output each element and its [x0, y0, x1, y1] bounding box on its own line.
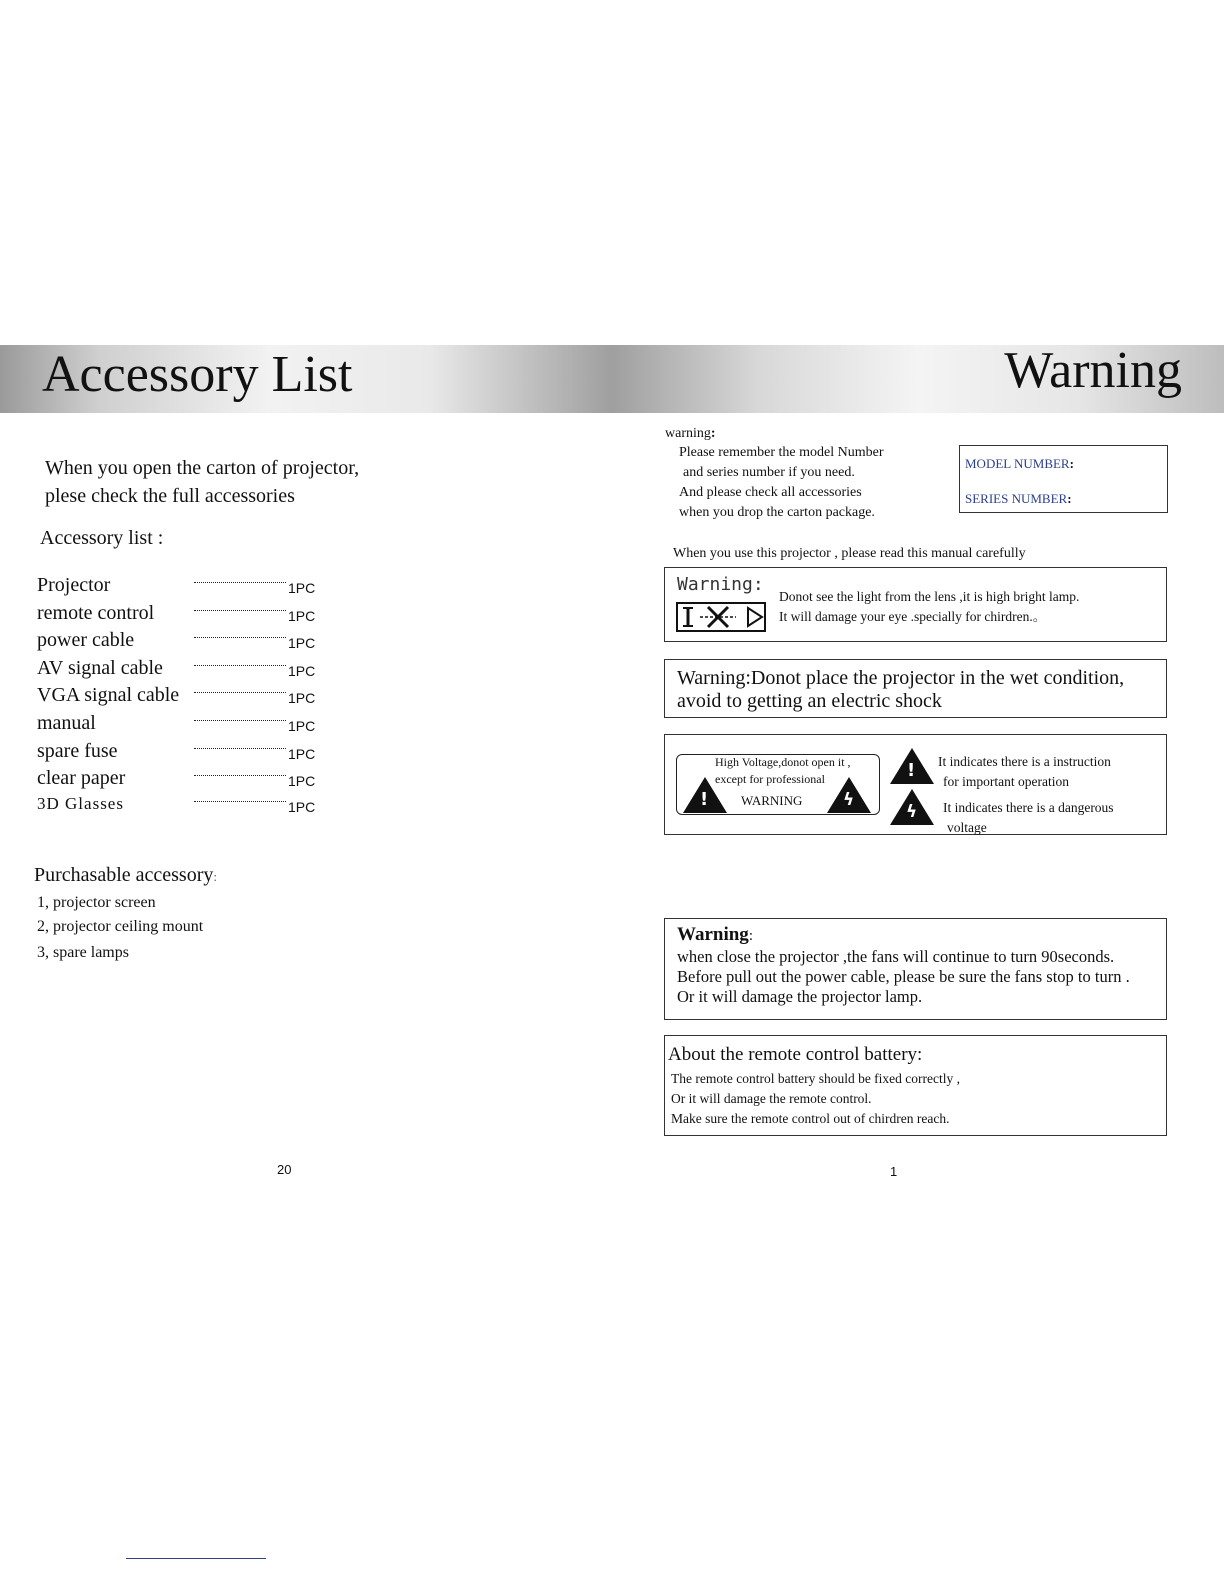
dot-leader	[194, 637, 286, 638]
note-line-2: and series number if you need.	[683, 465, 855, 480]
note-line-4: when you drop the carton package.	[679, 505, 875, 520]
intro-line-1: When you open the carton of projector,	[45, 457, 360, 479]
accessory-list-title: Accessory List	[42, 346, 353, 403]
read-manual-note: When you use this projector , please read this manual carefully	[673, 546, 1026, 561]
accessory-quantity: 1PC	[288, 635, 316, 651]
instruction-glyph-icon: !	[907, 760, 916, 781]
model-series-box	[959, 445, 1168, 513]
voltage-warning-box	[664, 734, 1167, 835]
accessory-row	[37, 683, 327, 711]
accessory-quantity: 1PC	[288, 718, 316, 734]
lightning-glyph-icon: ϟ	[843, 790, 855, 810]
dot-leader	[194, 748, 286, 749]
dot-leader	[194, 720, 286, 721]
intro-text	[45, 454, 359, 510]
warning-title: Warning	[1004, 342, 1182, 399]
purchasable-heading: Purchasable accessory:	[34, 864, 217, 886]
accessory-row	[37, 573, 327, 601]
accessory-quantity: 1PC	[288, 690, 316, 706]
accessory-name: 3D Glasses	[37, 794, 124, 813]
lens-warning-box	[664, 567, 1167, 642]
left-page-number: 20	[277, 1162, 292, 1177]
fan-warning-box	[664, 918, 1167, 1020]
accessory-quantity: 1PC	[288, 663, 316, 679]
high-voltage-text-1: High Voltage,donot open it ,	[715, 755, 851, 769]
model-number-label: MODEL NUMBER:	[965, 456, 1074, 471]
battery-line-1: The remote control battery should be fixed correctly ,	[671, 1071, 961, 1086]
accessory-quantity: 1PC	[288, 799, 316, 815]
accessory-name: AV signal cable	[37, 657, 163, 679]
series-number-label: SERIES NUMBER:	[965, 491, 1072, 506]
battery-title: About the remote control battery:	[668, 1044, 923, 1065]
accessory-row	[37, 628, 327, 656]
fan-warning-line-1: when close the projector ,the fans will continue to turn 90seconds.	[677, 947, 1115, 966]
no-look-into-lens-icon	[676, 602, 766, 632]
lens-warning-line-2: It will damage your eye .specially for chirdren.。	[779, 609, 1047, 624]
accessory-row	[37, 656, 327, 684]
intro-line-2: plese check the full accessories	[45, 485, 295, 507]
accessory-name: Projector	[37, 574, 111, 596]
accessory-list-heading: Accessory list :	[40, 527, 164, 549]
fan-warning-line-2: Before pull out the power cable, please be sure the fans stop to turn .	[677, 967, 1130, 986]
dot-leader	[194, 801, 286, 802]
lens-warning-line-1: Donot see the light from the lens ,it is high bright lamp.	[779, 589, 1080, 604]
accessory-row	[37, 792, 327, 820]
accessory-quantity: 1PC	[288, 773, 316, 789]
exclamation-glyph-icon: !	[700, 789, 709, 810]
danger-line-2: voltage	[947, 820, 987, 835]
accessory-name: VGA signal cable	[37, 684, 180, 706]
dot-leader	[194, 582, 286, 583]
battery-box	[664, 1035, 1167, 1136]
fan-warning-title: Warning:	[677, 924, 753, 945]
instruction-line-1: It indicates there is a instruction	[938, 754, 1111, 769]
battery-line-3: Make sure the remote control out of chirdren reach.	[671, 1111, 950, 1126]
wet-warning-line-1: Warning:Donot place the projector in the wet condition,	[677, 667, 1125, 689]
accessory-row	[37, 766, 327, 794]
high-voltage-text-2: except for professional	[715, 772, 825, 786]
dot-leader	[194, 692, 286, 693]
accessory-name: clear paper	[37, 767, 126, 789]
note-line-3: And please check all accessories	[679, 485, 862, 500]
purchasable-item-3: 3, spare lamps	[37, 944, 129, 961]
lens-warning-title: Warning:	[677, 574, 764, 595]
note-line-1: Please remember the model Number	[679, 445, 884, 460]
accessory-row	[37, 601, 327, 629]
dot-leader	[194, 775, 286, 776]
purchasable-item-1: 1, projector screen	[37, 894, 156, 911]
wet-warning-box	[664, 659, 1167, 718]
fan-warning-line-3: Or it will damage the projector lamp.	[677, 987, 923, 1006]
footer-rule	[126, 1558, 266, 1559]
accessory-row	[37, 711, 327, 739]
right-page-number: 1	[890, 1164, 898, 1179]
accessory-row	[37, 739, 327, 767]
instruction-line-2: for important operation	[943, 774, 1069, 789]
dot-leader	[194, 610, 286, 611]
battery-line-2: Or it will damage the remote control.	[671, 1091, 872, 1106]
danger-line-1: It indicates there is a dangerous	[943, 800, 1114, 815]
accessory-name: spare fuse	[37, 740, 118, 762]
purchasable-item-2: 2, projector ceiling mount	[37, 918, 204, 935]
high-voltage-label	[676, 754, 880, 815]
dot-leader	[194, 665, 286, 666]
warning-label: warning:	[665, 426, 716, 441]
accessory-name: manual	[37, 712, 96, 734]
accessory-name: remote control	[37, 602, 155, 624]
wet-warning-line-2: avoid to getting an electric shock	[677, 690, 942, 712]
accessory-quantity: 1PC	[288, 580, 316, 596]
high-voltage-warning-word: WARNING	[741, 793, 803, 808]
accessory-quantity: 1PC	[288, 608, 316, 624]
danger-glyph-icon: ϟ	[906, 802, 918, 822]
accessory-quantity: 1PC	[288, 746, 316, 762]
accessory-name: power cable	[37, 629, 135, 651]
